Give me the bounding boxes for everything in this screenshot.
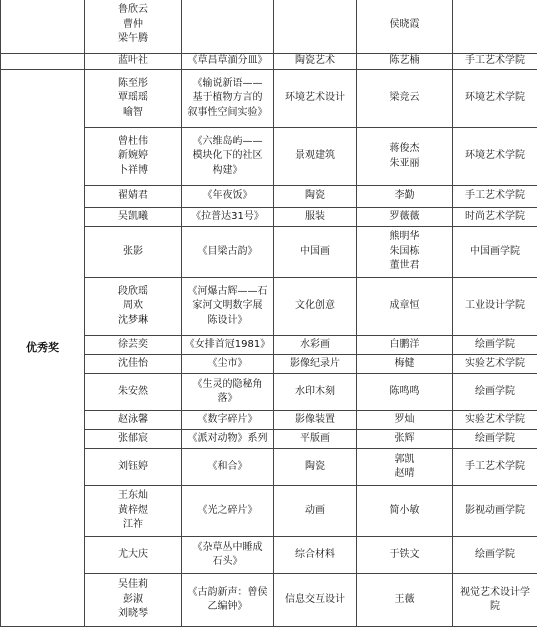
work-cell: 《古韵新声：曾侯 乙编钟》 (182, 574, 274, 627)
category-cell: 陶瓷 (274, 186, 357, 208)
school-cell: 绘画学院 (453, 537, 537, 574)
advisor-cell: 梁竞云 (357, 70, 453, 128)
work-cell: 《尘市》 (182, 355, 274, 374)
category-cell: 中国画 (274, 227, 357, 278)
work-cell: 《拉普达31号》 (182, 208, 274, 227)
advisor-cell: 罗灿 (357, 411, 453, 430)
category-cell: 平版画 (274, 430, 357, 449)
advisor-cell: 李勤 (357, 186, 453, 208)
work-cell: 《生灵的隐秘角 落》 (182, 374, 274, 411)
advisor-cell: 白鹏洋 (357, 336, 453, 355)
authors-cell: 张郁宸 (85, 430, 182, 449)
award-level-cell: 优秀奖 (1, 70, 85, 627)
work-cell: 《输说新语—— 基于植物方言的 叙事性空间实验》 (182, 70, 274, 128)
authors-cell: 朱安然 (85, 374, 182, 411)
advisor-cell: 罗薇薇 (357, 208, 453, 227)
category-cell (274, 0, 357, 54)
work-cell: 《光之碎片》 (182, 486, 274, 537)
category-cell: 动画 (274, 486, 357, 537)
work-cell: 《河爆古辉——石 家河文明数字展 陈设计》 (182, 278, 274, 336)
advisor-cell: 蒋俊杰 朱亚丽 (357, 128, 453, 186)
school-cell: 绘画学院 (453, 374, 537, 411)
work-cell: 《年夜饭》 (182, 186, 274, 208)
school-cell: 手工艺术学院 (453, 186, 537, 208)
authors-cell: 段欣瑶 周欢 沈梦琳 (85, 278, 182, 336)
school-cell: 中国画学院 (453, 227, 537, 278)
authors-cell: 吴佳莉 彭淑 刘晓琴 (85, 574, 182, 627)
school-cell: 工业设计学院 (453, 278, 537, 336)
school-cell: 绘画学院 (453, 336, 537, 355)
authors-cell: 蓝叶社 (85, 54, 182, 70)
authors-cell: 赵泳馨 (85, 411, 182, 430)
work-cell: 《目梁古韵》 (182, 227, 274, 278)
authors-cell: 吴凯曦 (85, 208, 182, 227)
award-cell-top (1, 54, 85, 70)
category-cell: 水印木刻 (274, 374, 357, 411)
category-cell: 影像纪录片 (274, 355, 357, 374)
work-cell: 《派对动物》系列 (182, 430, 274, 449)
school-cell: 实验艺术学院 (453, 411, 537, 430)
authors-cell: 尤大庆 (85, 537, 182, 574)
advisor-cell: 郭凯 赵晴 (357, 449, 453, 486)
work-cell: 《数字碎片》 (182, 411, 274, 430)
school-cell: 绘画学院 (453, 430, 537, 449)
school-cell (453, 0, 537, 54)
category-cell: 信息交互设计 (274, 574, 357, 627)
table-row (1, 70, 537, 128)
school-cell: 影视动画学院 (453, 486, 537, 537)
advisor-cell: 王薇 (357, 574, 453, 627)
awards-table-body (1, 0, 537, 627)
category-cell: 陶瓷艺术 (274, 54, 357, 70)
authors-cell: 张影 (85, 227, 182, 278)
work-cell (182, 0, 274, 54)
school-cell: 实验艺术学院 (453, 355, 537, 374)
school-cell: 环境艺术学院 (453, 128, 537, 186)
category-cell: 景观建筑 (274, 128, 357, 186)
category-cell: 文化创意 (274, 278, 357, 336)
advisor-cell: 陈鸣鸣 (357, 374, 453, 411)
authors-cell: 曾杜伟 新婉婷 卜祥博 (85, 128, 182, 186)
category-cell: 环境艺术设计 (274, 70, 357, 128)
school-cell: 时尚艺术学院 (453, 208, 537, 227)
authors-cell: 王东灿 黄梓煜 江祚 (85, 486, 182, 537)
category-cell: 服装 (274, 208, 357, 227)
work-cell: 《杂草丛中睡成 石头》 (182, 537, 274, 574)
category-cell: 影像装置 (274, 411, 357, 430)
work-cell: 《草昌草湎分皿》 (182, 54, 274, 70)
school-cell: 视觉艺术设计学 院 (453, 574, 537, 627)
advisor-cell: 侯晓霞 (357, 0, 453, 54)
school-cell: 环境艺术学院 (453, 70, 537, 128)
work-cell: 《和合》 (182, 449, 274, 486)
category-cell: 陶瓷 (274, 449, 357, 486)
advisor-cell: 于铁文 (357, 537, 453, 574)
advisor-cell: 张辉 (357, 430, 453, 449)
category-cell: 综合材料 (274, 537, 357, 574)
work-cell: 《六维岛屿—— 模块化下的社区 构建》 (182, 128, 274, 186)
work-cell: 《女排首冠1981》 (182, 336, 274, 355)
advisor-cell: 简小敏 (357, 486, 453, 537)
authors-cell: 沈佳怡 (85, 355, 182, 374)
advisor-cell: 梅健 (357, 355, 453, 374)
school-cell: 手工艺术学院 (453, 449, 537, 486)
advisor-cell: 熊明华 朱国栋 董世君 (357, 227, 453, 278)
advisor-cell: 陈艺楠 (357, 54, 453, 70)
authors-cell: 刘钰婷 (85, 449, 182, 486)
category-cell: 水彩画 (274, 336, 357, 355)
table-row (1, 0, 537, 54)
advisor-cell: 成章恒 (357, 278, 453, 336)
school-cell: 手工艺术学院 (453, 54, 537, 70)
authors-cell: 徐芸奕 (85, 336, 182, 355)
table-row (1, 54, 537, 70)
authors-cell: 翟婧君 (85, 186, 182, 208)
authors-cell: 鲁欣云 曹仲 梁午腾 (85, 0, 182, 54)
authors-cell: 陈至彤 覃瑶瑶 喻智 (85, 70, 182, 128)
award-cell-top (1, 0, 85, 54)
